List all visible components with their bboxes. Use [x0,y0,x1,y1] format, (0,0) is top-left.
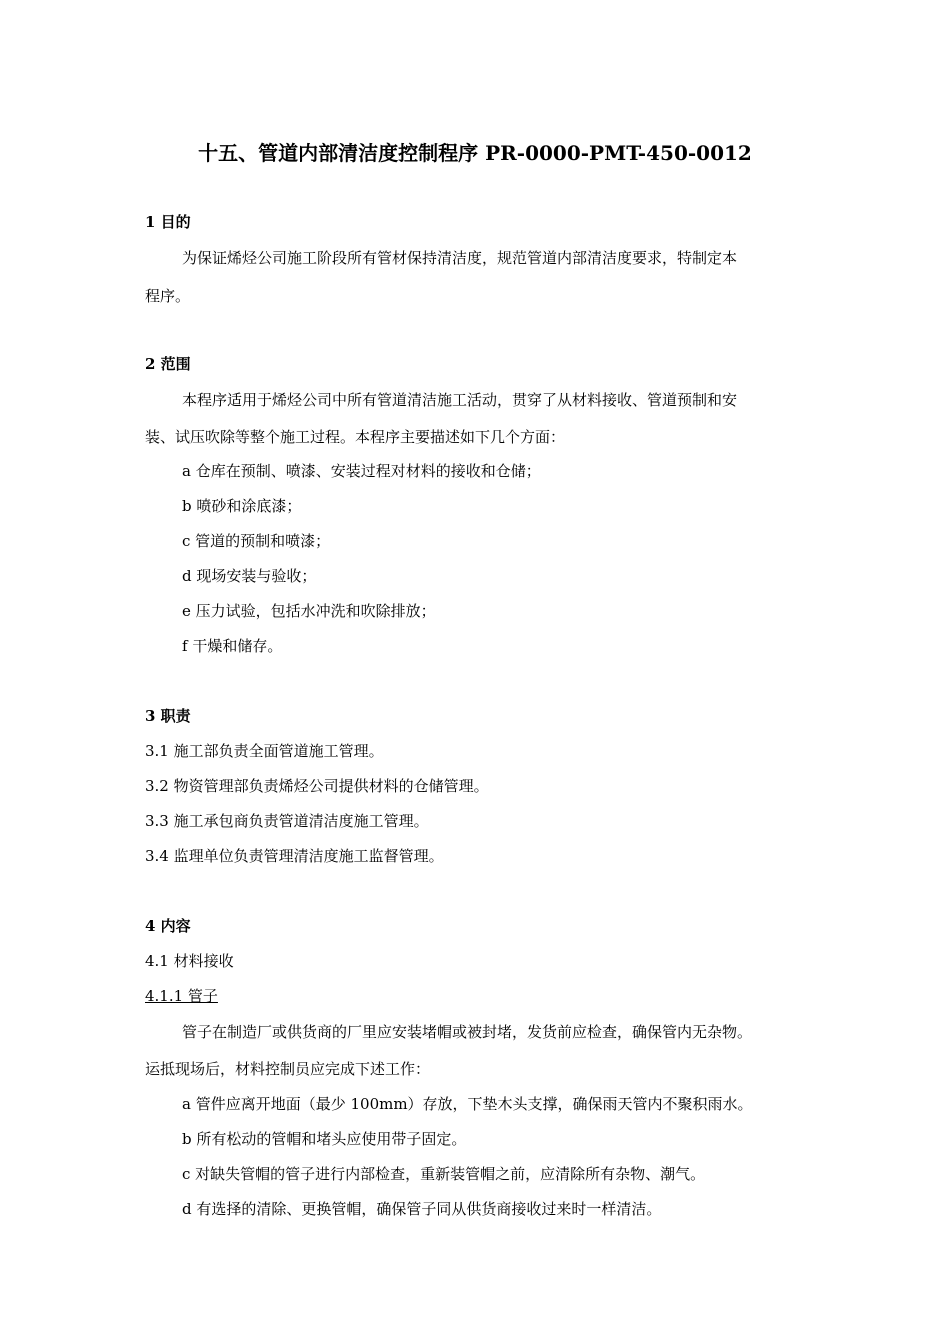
section-2-heading: 2 范围 [145,355,191,373]
section-4-paragraph-line-2: 运抵现场后，材料控制员应完成下述工作： [145,1060,431,1078]
list-item: 3.2 物资管理部负责烯烃公司提供材料的仓储管理。 [145,777,489,795]
list-item: 3.3 施工承包商负责管道清洁度施工管理。 [145,812,429,830]
list-item: d 有选择的清除、更换管帽，确保管子同从供货商接收过来时一样清洁。 [182,1200,662,1218]
list-item: a 管件应离开地面（最少 100mm）存放，下垫木头支撑，确保雨天管内不聚积雨水。 [182,1095,753,1113]
subsection-4-1-1-heading: 4.1.1 管子 [145,987,218,1005]
list-item: d 现场安装与验收； [182,567,317,585]
document-title: 十五、管道内部清洁度控制程序 PR-0000-PMT-450-0012 [198,141,752,165]
list-item: c 对缺失管帽的管子进行内部检查，重新装管帽之前，应清除所有杂物、潮气。 [182,1165,706,1183]
list-item: a 仓库在预制、喷漆、安装过程对材料的接收和仓储； [182,462,541,480]
section-2-paragraph-line-1: 本程序适用于烯烃公司中所有管道清洁施工活动，贯穿了从材料接收、管道预制和安 [182,391,738,409]
section-4-paragraph-line-1: 管子在制造厂或供货商的厂里应安装堵帽或被封堵，发货前应检查，确保管内无杂物。 [182,1023,753,1041]
list-item: 3.4 监理单位负责管理清洁度施工监督管理。 [145,847,444,865]
list-item: 3.1 施工部负责全面管道施工管理。 [145,742,384,760]
subsection-4-1-heading: 4.1 材料接收 [145,952,234,970]
list-item: b 所有松动的管帽和堵头应使用带子固定。 [182,1130,467,1148]
section-3-heading: 3 职责 [145,707,191,725]
list-item: b 喷砂和涂底漆； [182,497,302,515]
section-1-heading: 1 目的 [145,213,191,231]
list-item: f 干燥和储存。 [182,637,283,655]
section-1-paragraph-line-1: 为保证烯烃公司施工阶段所有管材保持清洁度，规范管道内部清洁度要求，特制定本 [182,249,738,267]
section-4-heading: 4 内容 [145,917,191,935]
section-1-paragraph-line-2: 程序。 [145,287,191,305]
list-item: e 压力试验，包括水冲洗和吹除排放； [182,602,436,620]
section-2-paragraph-line-2: 装、试压吹除等整个施工过程。本程序主要描述如下几个方面： [145,428,566,446]
list-item: c 管道的预制和喷漆； [182,532,331,550]
